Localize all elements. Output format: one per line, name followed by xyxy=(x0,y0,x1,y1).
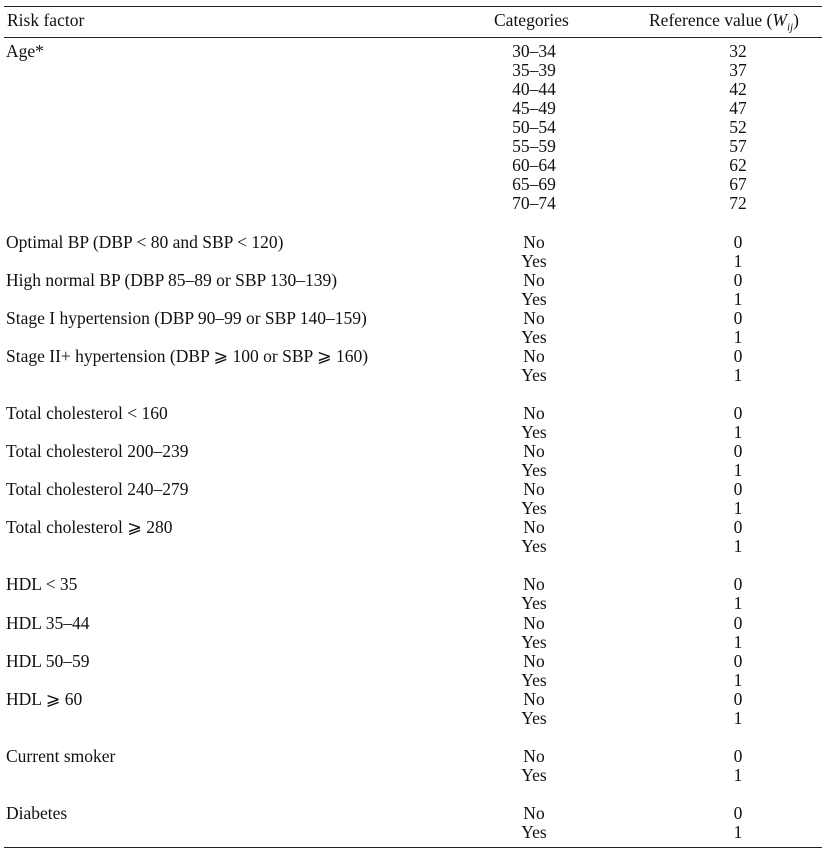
reference-value-cell: 1 xyxy=(733,288,743,309)
reference-value-cell: 42 xyxy=(729,79,747,100)
reference-value-cell: 0 xyxy=(733,517,743,538)
risk-factor-label: HDL 50–59 xyxy=(6,650,90,671)
reference-value-cell: 0 xyxy=(733,479,743,500)
reference-value-cell: 0 xyxy=(733,803,743,823)
category-cell: Yes xyxy=(521,669,547,690)
category-cell: No xyxy=(523,688,545,709)
reference-value-cell: 1 xyxy=(733,250,743,271)
risk-factor-label: Diabetes xyxy=(6,803,68,823)
header-risk-factor: Risk factor xyxy=(7,10,85,30)
reference-value-cell: 72 xyxy=(729,193,747,214)
category-cell: No xyxy=(523,307,545,328)
reference-value-cell: 0 xyxy=(733,231,743,252)
reference-value-cell: 0 xyxy=(733,688,743,709)
reference-value-cell: 1 xyxy=(733,422,743,442)
risk-factor-label: Total cholesterol 240–279 xyxy=(6,479,189,500)
category-cell: No xyxy=(523,803,545,823)
reference-value-cell: 62 xyxy=(729,155,747,176)
category-cell: No xyxy=(523,441,545,462)
reference-value-cell: 0 xyxy=(733,441,743,462)
category-cell: No xyxy=(523,479,545,500)
reference-value-cell: 1 xyxy=(733,364,743,385)
reference-value-cell: 0 xyxy=(733,307,743,328)
category-cell: 40–44 xyxy=(512,79,556,100)
category-cell: No xyxy=(523,650,545,671)
risk-factor-label: HDL ⩾ 60 xyxy=(6,688,83,709)
category-cell: Yes xyxy=(521,822,547,843)
risk-factor-label: Stage II+ hypertension (DBP ⩾ 100 or SBP ⩾ 160) xyxy=(6,345,369,366)
category-cell: Yes xyxy=(521,593,547,614)
category-cell: Yes xyxy=(521,288,547,309)
category-cell: Yes xyxy=(521,326,547,347)
risk-factor-label: Stage I hypertension (DBP 90–99 or SBP 140–159) xyxy=(6,307,367,328)
table-bottom-rule xyxy=(4,847,822,848)
category-cell: Yes xyxy=(521,250,547,271)
risk-factor-label: Optimal BP (DBP < 80 and SBP < 120) xyxy=(6,231,284,252)
category-cell: No xyxy=(523,612,545,633)
header-categories: Categories xyxy=(494,10,569,30)
reference-value-cell: 47 xyxy=(729,98,747,119)
category-cell: Yes xyxy=(521,707,547,728)
category-cell: 35–39 xyxy=(512,60,556,81)
category-cell: Yes xyxy=(521,498,547,519)
reference-value-cell: 37 xyxy=(729,60,747,81)
risk-factor-label: Total cholesterol ⩾ 280 xyxy=(6,517,173,538)
category-cell: 70–74 xyxy=(512,193,556,214)
category-cell: 50–54 xyxy=(512,117,556,138)
category-cell: No xyxy=(523,269,545,290)
reference-value-cell: 0 xyxy=(733,402,743,423)
reference-value-cell: 1 xyxy=(733,593,743,614)
risk-factor-label: Age* xyxy=(6,41,44,61)
risk-factor-label: High normal BP (DBP 85–89 or SBP 130–139) xyxy=(6,269,338,290)
category-cell: No xyxy=(523,231,545,252)
reference-value-cell: 67 xyxy=(729,174,747,195)
category-cell: Yes xyxy=(521,364,547,385)
reference-value-cell: 0 xyxy=(733,745,743,766)
reference-value-cell: 1 xyxy=(733,822,743,843)
category-cell: 65–69 xyxy=(512,174,556,195)
category-cell: Yes xyxy=(521,422,547,442)
reference-value-cell: 0 xyxy=(733,345,743,366)
reference-value-cell: 57 xyxy=(729,136,747,157)
category-cell: No xyxy=(523,574,545,595)
reference-value-cell: 0 xyxy=(733,269,743,290)
reference-value-cell: 1 xyxy=(733,707,743,728)
reference-value-cell: 32 xyxy=(729,41,747,61)
category-cell: Yes xyxy=(521,631,547,652)
reference-value-cell: 1 xyxy=(733,764,743,785)
reference-value-cell: 1 xyxy=(733,536,743,557)
category-cell: Yes xyxy=(521,460,547,481)
category-cell: 60–64 xyxy=(512,155,556,176)
risk-factor-label: HDL 35–44 xyxy=(6,612,90,633)
reference-value-cell: 0 xyxy=(733,650,743,671)
reference-value-cell: 1 xyxy=(733,669,743,690)
category-cell: 45–49 xyxy=(512,98,556,119)
category-cell: Yes xyxy=(521,536,547,557)
header-reference-value: Reference value $(W_{ij})$ xyxy=(649,10,799,34)
risk-factor-label: Current smoker xyxy=(6,745,116,766)
category-cell: Yes xyxy=(521,764,547,785)
category-cell: 30–34 xyxy=(512,41,556,61)
category-cell: 55–59 xyxy=(512,136,556,157)
reference-value-cell: 1 xyxy=(733,631,743,652)
risk-factor-label: Total cholesterol < 160 xyxy=(6,402,168,423)
risk-factor-label: Total cholesterol 200–239 xyxy=(6,441,189,462)
reference-value-cell: 0 xyxy=(733,574,743,595)
reference-value-cell: 0 xyxy=(733,612,743,633)
category-cell: No xyxy=(523,402,545,423)
category-cell: No xyxy=(523,745,545,766)
reference-value-cell: 1 xyxy=(733,498,743,519)
category-cell: No xyxy=(523,345,545,366)
reference-value-cell: 52 xyxy=(729,117,747,138)
reference-value-cell: 1 xyxy=(733,326,743,347)
reference-value-cell: 1 xyxy=(733,460,743,481)
risk-factor-label: HDL < 35 xyxy=(6,574,78,595)
category-cell: No xyxy=(523,517,545,538)
